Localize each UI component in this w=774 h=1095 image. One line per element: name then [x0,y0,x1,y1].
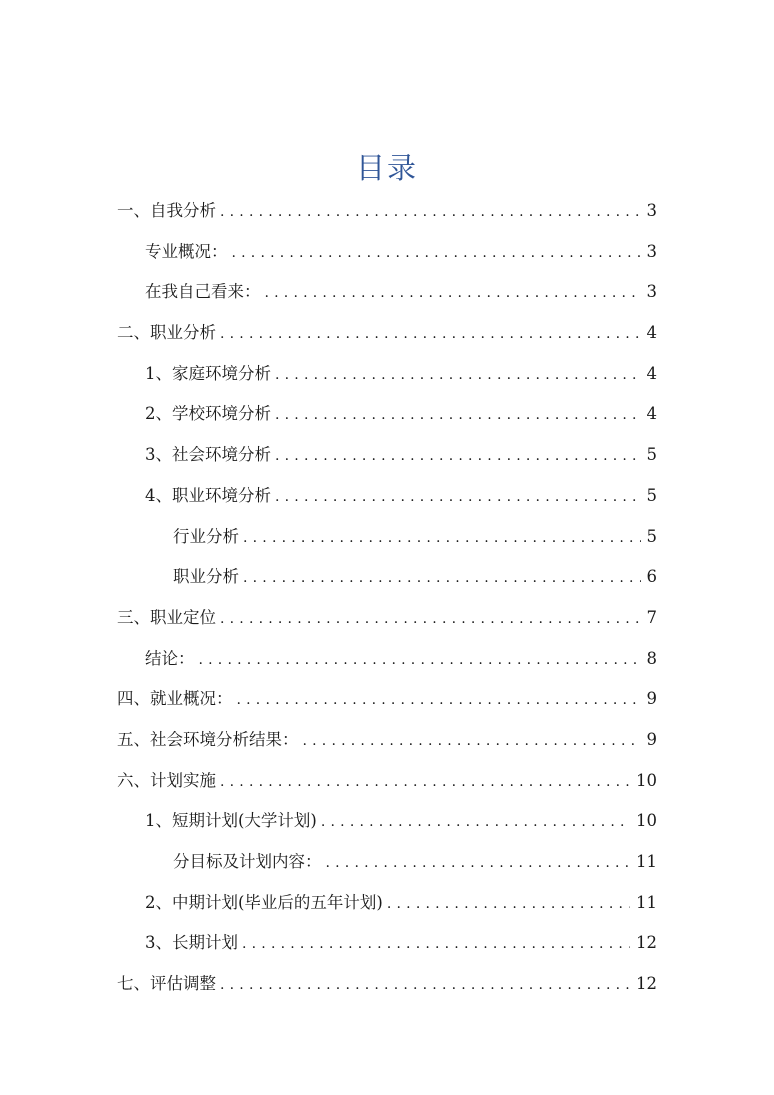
toc-page-number: 7 [646,607,657,627]
toc-dot-leader [232,233,641,274]
toc-page-number: 10 [636,770,657,790]
toc-entry-text: 三、职业定位 [117,607,216,627]
toc-entry-text: 专业概况： [145,241,228,261]
toc-dot-leader [326,843,631,884]
toc-page-number: 4 [646,363,657,383]
toc-page-number: 9 [646,729,657,749]
toc-entry[interactable] [117,517,657,558]
toc-entry-text: 3、社会环境分析 [145,445,271,465]
toc-entry-text: 六、计划实施 [117,770,216,790]
toc-entry-text: 结论： [145,648,195,668]
toc-entry[interactable] [117,557,657,598]
toc-page-number: 4 [646,323,657,343]
toc-dot-leader [243,558,641,599]
toc-dot-leader [220,762,630,803]
toc-dot-leader [303,721,641,762]
toc-page-number: 3 [646,201,657,220]
toc-page-number: 8 [646,648,657,668]
toc-dot-leader [237,680,641,721]
toc-title: 目录 [355,151,418,185]
toc-entry[interactable] [117,354,657,395]
toc-entry-text: 四、就业概况： [117,689,233,709]
toc-entry[interactable] [117,476,657,517]
toc-page-number: 12 [636,974,657,994]
toc-dot-leader [220,965,630,1006]
toc-entry-text: 一、自我分析 [117,201,216,220]
toc-entry-text: 2、学校环境分析 [145,404,271,424]
toc-dot-leader [220,192,641,233]
toc-entry[interactable] [117,842,657,883]
toc-entry-text: 2、中期计划(毕业后的五年计划) [145,892,383,912]
toc-dot-leader [243,518,641,559]
toc-page-number: 3 [646,282,657,302]
toc-page-number: 11 [636,852,657,871]
toc-entry-text: 在我自己看来： [145,282,261,302]
toc-entry-text: 1、家庭环境分析 [145,363,271,383]
toc-page-number: 9 [646,689,657,709]
toc-dot-leader [321,802,630,843]
toc-entry-text: 4、职业环境分析 [145,485,271,505]
toc-entry-text: 1、短期计划(大学计划) [145,811,317,831]
toc-entry-text: 行业分析 [173,526,239,546]
toc-page-number: 12 [636,933,657,953]
toc-entry[interactable] [117,761,657,802]
toc-dot-leader [275,436,641,477]
toc-entry[interactable] [117,720,657,761]
toc-entry[interactable] [117,191,657,232]
toc-entry[interactable] [117,435,657,476]
toc-dot-leader [220,314,641,355]
toc-entry[interactable] [117,883,657,924]
toc-entry[interactable] [117,598,657,639]
toc-dot-leader [199,640,641,681]
toc-entry-text: 分目标及计划内容： [173,852,322,871]
toc-entry[interactable] [117,801,657,842]
toc-dot-leader [275,477,641,518]
toc-page-number: 5 [646,526,657,546]
toc-page-number: 5 [646,445,657,465]
toc-dot-leader [275,395,641,436]
toc-dot-leader [265,273,641,314]
toc-page-number: 6 [646,567,657,587]
toc-entry[interactable] [117,679,657,720]
toc-dot-leader [275,355,641,396]
toc-entry[interactable] [117,232,657,273]
toc-page-number: 11 [636,892,657,912]
toc-entry[interactable] [117,272,657,313]
toc-entry-text: 二、职业分析 [117,323,216,343]
toc-entry[interactable] [117,313,657,354]
toc-entry-text: 七、评估调整 [117,974,216,994]
toc-dot-leader [242,924,630,965]
toc-page-number: 3 [646,241,657,261]
toc-dot-leader [220,599,641,640]
toc-page-number: 10 [636,811,657,831]
toc-entry-text: 3、长期计划 [145,933,238,953]
toc-entry[interactable] [117,394,657,435]
table-of-contents [117,191,657,1005]
toc-entry[interactable] [117,923,657,964]
toc-page-number: 5 [646,485,657,505]
toc-dot-leader [387,884,630,925]
toc-entry[interactable] [117,639,657,680]
toc-entry[interactable] [117,964,657,1005]
toc-page-number: 4 [646,404,657,424]
toc-entry-text: 职业分析 [173,567,239,587]
toc-entry-text: 五、社会环境分析结果： [117,729,299,749]
